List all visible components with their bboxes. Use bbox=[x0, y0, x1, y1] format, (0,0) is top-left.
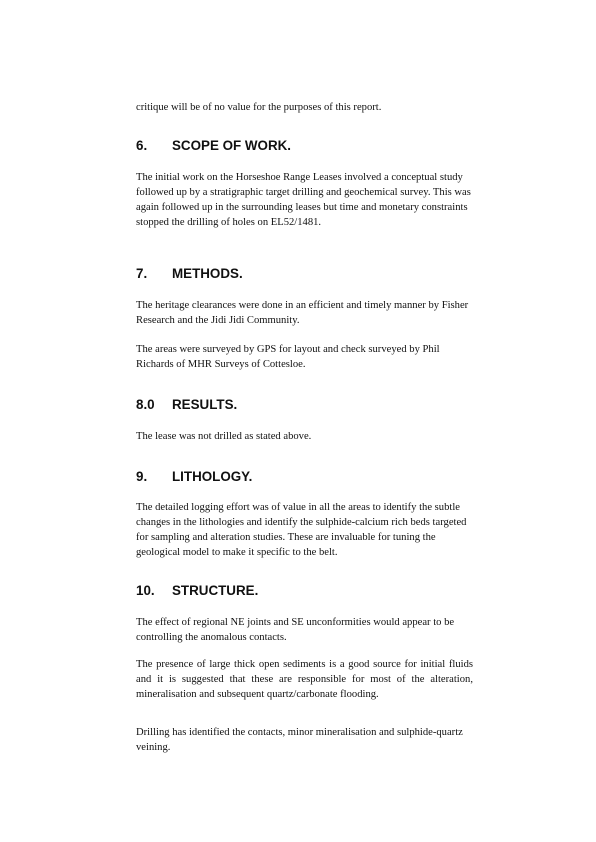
section-number: 10. bbox=[136, 583, 155, 598]
lithology-paragraph: The detailed logging effort was of value in all the areas to identify the subtle changes in the lithologies and identify the sulphide-calcium rich beds targeted for sampling and alteration studies. These are invaluable for tuning the geological model to make it specific to the belt. bbox=[136, 502, 467, 558]
section-title: LITHOLOGY. bbox=[172, 469, 253, 484]
section-title: SCOPE OF WORK. bbox=[172, 138, 292, 153]
structure-paragraph-2: The presence of large thick open sediments is a good source for initial fluids and it is suggested that these are responsible for most of the alteration, mineralisation and subsequent quartz/carbonate flooding. bbox=[136, 659, 473, 700]
section-7-heading bbox=[136, 266, 243, 282]
section-6-heading bbox=[136, 138, 291, 154]
section-title: RESULTS. bbox=[172, 397, 238, 412]
section-8-heading bbox=[136, 397, 237, 413]
section-10-heading bbox=[136, 583, 258, 599]
section-number: 9. bbox=[136, 469, 148, 484]
section-number: 6. bbox=[136, 138, 148, 153]
structure-paragraph-1: The effect of regional NE joints and SE unconformities would appear to be controlling the anomalous contacts. bbox=[136, 617, 455, 643]
section-number: 7. bbox=[136, 266, 148, 281]
section-9-heading bbox=[136, 469, 252, 485]
methods-paragraph-1: The heritage clearances were done in an efficient and timely manner by Fisher Research and the Jidi Jidi Community. bbox=[136, 300, 469, 326]
methods-paragraph-2: The areas were surveyed by GPS for layout and check surveyed by Phil Richards of MHR Surveys of Cottesloe. bbox=[136, 344, 440, 370]
section-title: STRUCTURE. bbox=[172, 583, 259, 598]
section-number: 8.0 bbox=[136, 397, 155, 412]
results-paragraph: The lease was not drilled as stated above. bbox=[136, 431, 312, 442]
scope-paragraph: The initial work on the Horseshoe Range Leases involved a conceptual study followed up by a stratigraphic target drilling and geochemical survey. This was again followed up in the surrounding leases but time and monetary constraints stopped the drilling of holes on EL52/1481. bbox=[136, 172, 471, 228]
structure-paragraph-3: Drilling has identified the contacts, minor mineralisation and sulphide-quartz veining. bbox=[136, 727, 463, 753]
intro-paragraph: critique will be of no value for the purposes of this report. bbox=[136, 102, 382, 113]
section-title: METHODS. bbox=[172, 266, 243, 281]
